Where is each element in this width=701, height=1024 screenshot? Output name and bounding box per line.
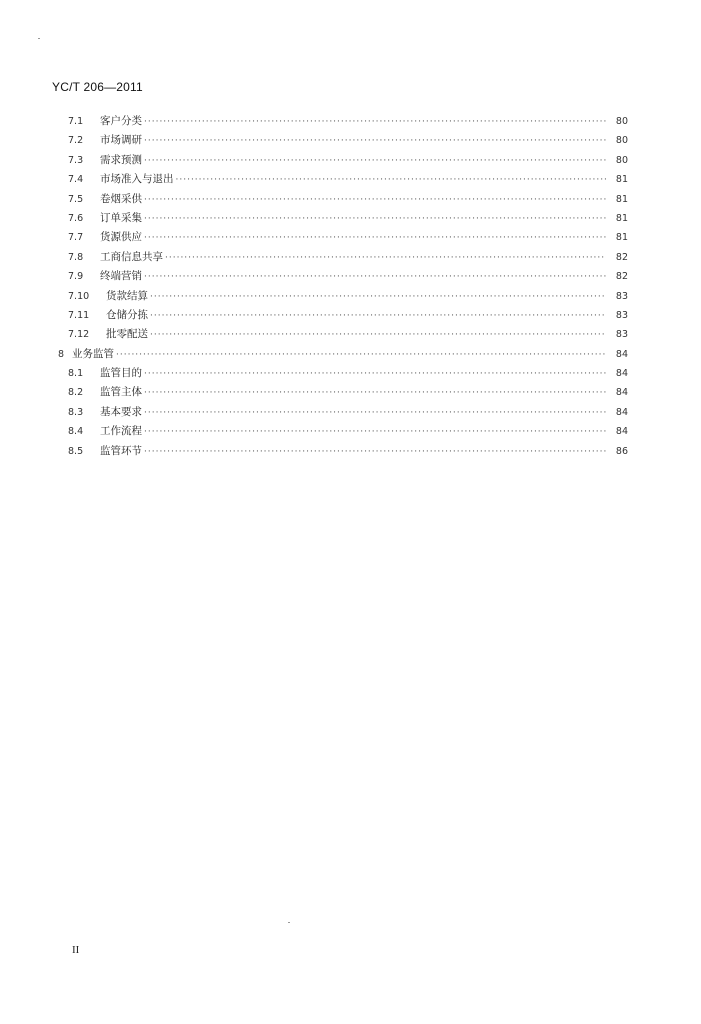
toc-entry-page: 81 bbox=[615, 232, 628, 244]
toc-entry-number: 7.7 bbox=[68, 232, 84, 244]
toc-entry-page: 81 bbox=[615, 212, 628, 224]
toc-entry-title: 卷烟采供 bbox=[100, 192, 142, 205]
toc-entry-7-9[interactable] bbox=[0, 267, 701, 286]
toc-entry-7-1[interactable] bbox=[0, 112, 701, 131]
toc-leader-dots bbox=[144, 191, 606, 210]
toc-leader-dots bbox=[144, 384, 606, 403]
toc-leader-dots bbox=[144, 210, 606, 229]
toc-entry-number: 8.4 bbox=[68, 426, 84, 438]
toc-entry-number: 7.3 bbox=[68, 154, 84, 166]
toc-entry-title: 货款结算 bbox=[106, 289, 148, 302]
toc-leader-dots bbox=[144, 404, 606, 423]
toc-entry-title: 市场调研 bbox=[100, 134, 142, 147]
table-of-contents bbox=[0, 112, 701, 461]
toc-entry-title: 工作流程 bbox=[100, 425, 142, 438]
toc-entry-title: 需求预测 bbox=[100, 153, 142, 166]
toc-leader-dots bbox=[150, 307, 606, 326]
toc-entry-7-4[interactable] bbox=[0, 170, 701, 189]
toc-entry-title: 业务监管 bbox=[72, 347, 114, 360]
toc-entry-page: 82 bbox=[615, 251, 628, 263]
toc-leader-dots bbox=[144, 423, 606, 442]
toc-entry-number: 8.5 bbox=[68, 445, 84, 457]
toc-entry-title: 监管主体 bbox=[100, 386, 142, 399]
toc-entry-page: 86 bbox=[615, 445, 628, 457]
toc-entry-page: 81 bbox=[615, 174, 628, 186]
toc-entry-title: 工商信息共享 bbox=[100, 250, 163, 263]
toc-entry-number: 7.2 bbox=[68, 135, 84, 147]
scan-speck bbox=[38, 38, 40, 39]
toc-entry-8-5[interactable] bbox=[0, 442, 701, 461]
toc-entry-7-11[interactable] bbox=[0, 306, 701, 325]
toc-entry-title: 监管环节 bbox=[100, 444, 142, 457]
toc-entry-page: 83 bbox=[615, 329, 628, 341]
toc-entry-page: 84 bbox=[615, 348, 628, 360]
toc-leader-dots bbox=[144, 132, 606, 151]
toc-entry-page: 84 bbox=[615, 387, 628, 399]
document-code-header: YC/T 206—2011 bbox=[52, 80, 143, 94]
toc-entry-page: 84 bbox=[615, 426, 628, 438]
toc-entry-title: 订单采集 bbox=[100, 211, 142, 224]
toc-entry-number: 7.10 bbox=[68, 290, 90, 302]
toc-entry-8[interactable] bbox=[0, 345, 701, 364]
toc-entry-number: 7.9 bbox=[68, 271, 84, 283]
toc-entry-number: 8.2 bbox=[68, 387, 84, 399]
toc-entry-title: 终端营销 bbox=[100, 270, 142, 283]
toc-entry-7-3[interactable] bbox=[0, 151, 701, 170]
toc-entry-7-12[interactable] bbox=[0, 325, 701, 344]
toc-entry-number: 7.5 bbox=[68, 193, 84, 205]
toc-entry-7-6[interactable] bbox=[0, 209, 701, 228]
toc-leader-dots bbox=[144, 113, 606, 132]
toc-leader-dots bbox=[150, 326, 606, 345]
toc-leader-dots bbox=[144, 268, 606, 287]
toc-entry-title: 监管目的 bbox=[100, 367, 142, 380]
toc-entry-number: 8.1 bbox=[68, 368, 84, 380]
toc-entry-7-2[interactable] bbox=[0, 131, 701, 150]
toc-entry-number: 7.4 bbox=[68, 174, 84, 186]
toc-entry-7-10[interactable] bbox=[0, 287, 701, 306]
toc-leader-dots bbox=[144, 443, 606, 462]
toc-leader-dots bbox=[150, 288, 606, 307]
page-number-footer: II bbox=[72, 944, 80, 956]
toc-entry-title: 客户分类 bbox=[100, 115, 142, 127]
toc-entry-page: 80 bbox=[615, 135, 628, 147]
toc-entry-title: 货源供应 bbox=[100, 231, 142, 244]
toc-entry-page: 84 bbox=[615, 406, 628, 418]
toc-entry-8-3[interactable] bbox=[0, 403, 701, 422]
toc-entry-number: 7.12 bbox=[68, 329, 90, 341]
toc-entry-7-5[interactable] bbox=[0, 190, 701, 209]
toc-entry-page: 84 bbox=[615, 368, 628, 380]
toc-entry-7-7[interactable] bbox=[0, 228, 701, 247]
toc-entry-number: 7.1 bbox=[68, 116, 84, 127]
toc-entry-number: 7.11 bbox=[68, 309, 90, 321]
toc-entry-number: 8.3 bbox=[68, 406, 84, 418]
toc-entry-page: 80 bbox=[615, 116, 628, 127]
toc-entry-number: 7.8 bbox=[68, 251, 84, 263]
toc-leader-dots bbox=[165, 249, 606, 268]
toc-entry-page: 83 bbox=[615, 290, 628, 302]
toc-leader-dots bbox=[176, 171, 607, 190]
toc-entry-title: 市场准入与退出 bbox=[100, 173, 174, 186]
toc-leader-dots bbox=[144, 365, 606, 384]
toc-entry-title: 仓储分拣 bbox=[106, 308, 148, 321]
toc-entry-number: 8 bbox=[58, 348, 65, 360]
toc-entry-page: 83 bbox=[615, 309, 628, 321]
toc-entry-8-2[interactable] bbox=[0, 383, 701, 402]
toc-entry-title: 基本要求 bbox=[100, 405, 142, 418]
toc-entry-title: 批零配送 bbox=[106, 328, 148, 341]
scan-speck bbox=[288, 922, 290, 923]
toc-entry-page: 81 bbox=[615, 193, 628, 205]
toc-leader-dots bbox=[144, 229, 606, 248]
toc-entry-8-4[interactable] bbox=[0, 422, 701, 441]
toc-leader-dots bbox=[116, 346, 606, 365]
toc-entry-number: 7.6 bbox=[68, 212, 84, 224]
toc-entry-7-8[interactable] bbox=[0, 248, 701, 267]
toc-entry-page: 82 bbox=[615, 271, 628, 283]
toc-entry-8-1[interactable] bbox=[0, 364, 701, 383]
toc-entry-page: 80 bbox=[615, 154, 628, 166]
toc-leader-dots bbox=[144, 152, 606, 171]
